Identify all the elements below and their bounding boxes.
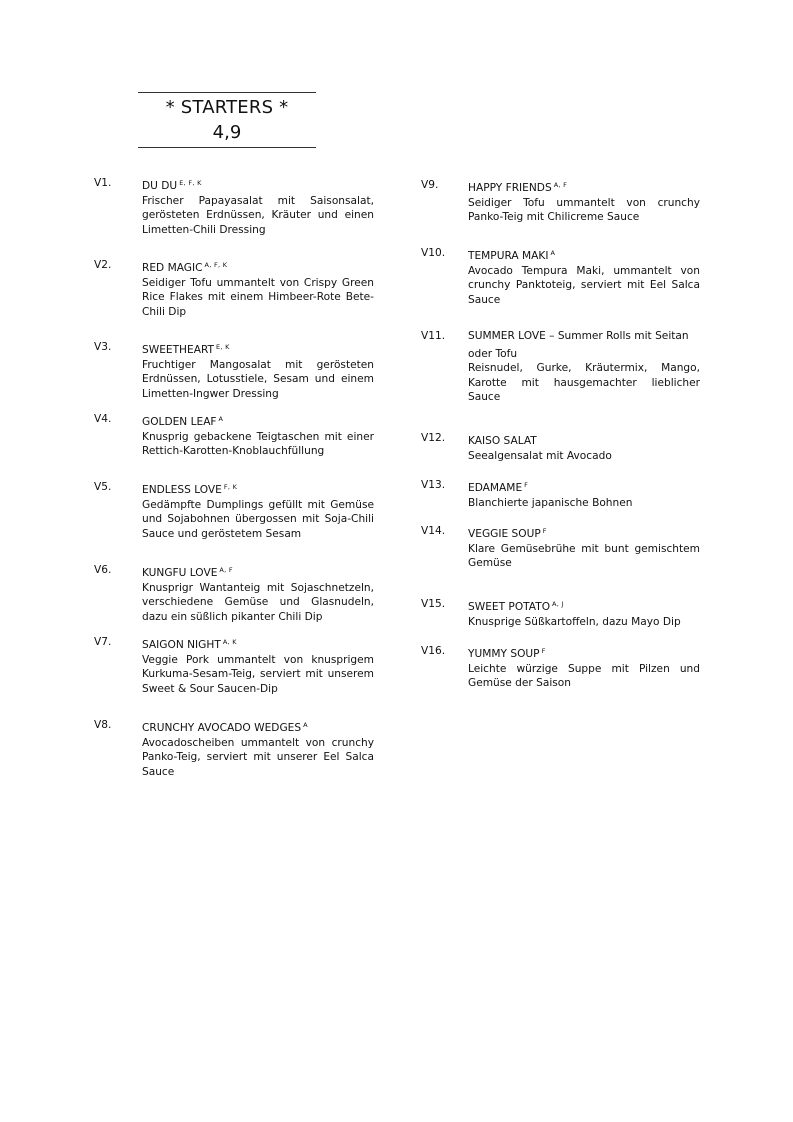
item-name-text: SUMMER LOVE – Summer Rolls mit Seitan oder Tofu bbox=[468, 330, 689, 360]
item-description: Reisnudel, Gurke, Kräutermix, Mango, Karotte mit hausgemachter lieblicher Sauce bbox=[468, 362, 700, 404]
item-description: Frischer Papayasalat mit Saisonsalat, gerösteten Erdnüssen, Kräuter und einen Limetten-Chili Dressing bbox=[142, 194, 374, 236]
item-body bbox=[468, 524, 700, 571]
item-description: Avocado Tempura Maki, ummantelt von crunchy Panktoteig, serviert mit Eel Salca Sauce bbox=[468, 264, 700, 306]
item-description: Veggie Pork ummantelt von knusprigem Kurkuma-Sesam-Teig, serviert mit unserem Sweet & Sour Saucen-Dip bbox=[142, 653, 374, 695]
item-name-text: SAIGON NIGHT bbox=[142, 639, 221, 651]
item-description: Leichte würzige Suppe mit Pilzen und Gemüse der Saison bbox=[468, 662, 700, 690]
item-code: V12. bbox=[421, 432, 446, 444]
header-bottom-rule bbox=[138, 147, 316, 148]
item-code: V9. bbox=[421, 179, 439, 191]
item-name-text: RED MAGIC bbox=[142, 262, 203, 274]
item-code: V13. bbox=[421, 479, 446, 491]
item-body bbox=[142, 258, 374, 319]
item-body bbox=[142, 176, 374, 237]
item-description: Seealgensalat mit Avocado bbox=[468, 449, 612, 462]
item-code: V1. bbox=[94, 177, 112, 189]
item-code: V11. bbox=[421, 330, 446, 342]
item-description: Knusprig gebackene Teigtaschen mit einer Rettich-Karotten-Knoblauchfüllung bbox=[142, 430, 374, 458]
item-name bbox=[468, 431, 700, 449]
item-body bbox=[142, 412, 374, 459]
allergen-codes: F bbox=[524, 481, 529, 489]
item-name bbox=[468, 246, 700, 264]
allergen-codes: A bbox=[218, 415, 224, 423]
allergen-codes: A, F, K bbox=[204, 261, 228, 269]
item-body bbox=[142, 480, 374, 541]
item-body bbox=[468, 644, 700, 691]
item-name-text: HAPPY FRIENDS bbox=[468, 182, 552, 194]
item-code: V7. bbox=[94, 636, 112, 648]
item-body bbox=[468, 246, 700, 307]
allergen-codes: A, K bbox=[222, 638, 237, 646]
allergen-codes: A bbox=[303, 721, 308, 729]
item-name bbox=[142, 718, 374, 736]
item-name bbox=[468, 478, 700, 496]
allergen-codes: F bbox=[542, 527, 547, 535]
item-body bbox=[142, 563, 374, 624]
item-description: Avocadoscheiben ummantelt von crunchy Panko-Teig, serviert mit unserer Eel Salca Sauce bbox=[142, 736, 374, 778]
item-name bbox=[468, 524, 700, 542]
item-name bbox=[142, 176, 374, 194]
item-name-text: VEGGIE SOUP bbox=[468, 528, 541, 540]
item-name bbox=[142, 258, 374, 276]
item-description: Blanchierte japanische Bohnen bbox=[468, 496, 633, 509]
item-name bbox=[142, 635, 374, 653]
item-code: V3. bbox=[94, 341, 112, 353]
item-description: Fruchtiger Mangosalat mit gerösteten Erdnüssen, Lotusstiele, Sesam und einem Limetten-Ingwer Dressing bbox=[142, 358, 374, 400]
item-code: V10. bbox=[421, 247, 446, 259]
item-name-text: GOLDEN LEAF bbox=[142, 416, 217, 428]
allergen-codes: E, F, K bbox=[179, 179, 202, 187]
item-code: V4. bbox=[94, 413, 112, 425]
item-name-text: EDAMAME bbox=[468, 482, 523, 494]
item-name bbox=[142, 340, 374, 358]
allergen-codes: F bbox=[541, 647, 546, 655]
item-description: Seidiger Tofu ummantelt von crunchy Panko-Teig mit Chilicreme Sauce bbox=[468, 196, 700, 224]
section-title: * STARTERS * bbox=[165, 97, 289, 118]
item-name-text: SWEET POTATO bbox=[468, 601, 551, 613]
item-body bbox=[142, 635, 374, 696]
item-description: Gedämpfte Dumplings gefüllt mit Gemüse und Sojabohnen übergossen mit Soja-Chili Sauce und geröstetem Sesam bbox=[142, 498, 374, 540]
header-top-rule bbox=[138, 92, 316, 93]
allergen-codes: F, K bbox=[223, 483, 238, 491]
item-name bbox=[142, 480, 374, 498]
item-name-text: YUMMY SOUP bbox=[468, 648, 540, 660]
section-price: 4,9 bbox=[212, 122, 242, 143]
item-name bbox=[468, 644, 700, 662]
item-code: V2. bbox=[94, 259, 112, 271]
item-body bbox=[468, 478, 700, 510]
item-description: Knusprige Süßkartoffeln, dazu Mayo Dip bbox=[468, 615, 681, 628]
item-code: V14. bbox=[421, 525, 446, 537]
item-body bbox=[468, 329, 700, 405]
item-name bbox=[142, 563, 374, 581]
item-name-text: SWEETHEART bbox=[142, 344, 215, 356]
item-code: V16. bbox=[421, 645, 446, 657]
item-name-text: KUNGFU LOVE bbox=[142, 567, 218, 579]
allergen-codes: A, F bbox=[219, 566, 233, 574]
menu-section-header bbox=[138, 92, 316, 148]
item-name bbox=[468, 597, 700, 615]
item-code: V15. bbox=[421, 598, 446, 610]
item-body bbox=[468, 178, 700, 225]
item-name bbox=[468, 178, 700, 196]
item-code: V5. bbox=[94, 481, 112, 493]
item-body bbox=[468, 431, 700, 463]
item-body bbox=[142, 718, 374, 779]
item-name-text: TEMPURA MAKI bbox=[468, 250, 549, 262]
item-name-text: ENDLESS LOVE bbox=[142, 484, 222, 496]
item-description: Klare Gemüsebrühe mit bunt gemischtem Gemüse bbox=[468, 542, 700, 570]
allergen-codes: A bbox=[550, 249, 556, 257]
item-name-text: DU DU bbox=[142, 180, 178, 192]
item-code: V6. bbox=[94, 564, 112, 576]
item-name-text: CRUNCHY AVOCADO WEDGES bbox=[142, 722, 302, 734]
item-body bbox=[468, 597, 700, 629]
item-name-text: KAISO SALAT bbox=[468, 435, 537, 447]
item-description: Seidiger Tofu ummantelt von Crispy Green Rice Flakes mit einem Himbeer-Rote Bete-Chili Dip bbox=[142, 276, 374, 318]
item-code: V8. bbox=[94, 719, 112, 731]
item-description: Knusprigr Wantanteig mit Sojaschnetzeln, verschiedene Gemüse und Glasnudeln, dazu ein süßlich pikanter Chili Dip bbox=[142, 581, 374, 623]
item-name bbox=[468, 329, 700, 361]
allergen-codes: A, F bbox=[553, 181, 568, 189]
item-name bbox=[142, 412, 374, 430]
allergen-codes: A, J bbox=[552, 600, 564, 608]
allergen-codes: E, K bbox=[216, 343, 230, 351]
item-body bbox=[142, 340, 374, 401]
